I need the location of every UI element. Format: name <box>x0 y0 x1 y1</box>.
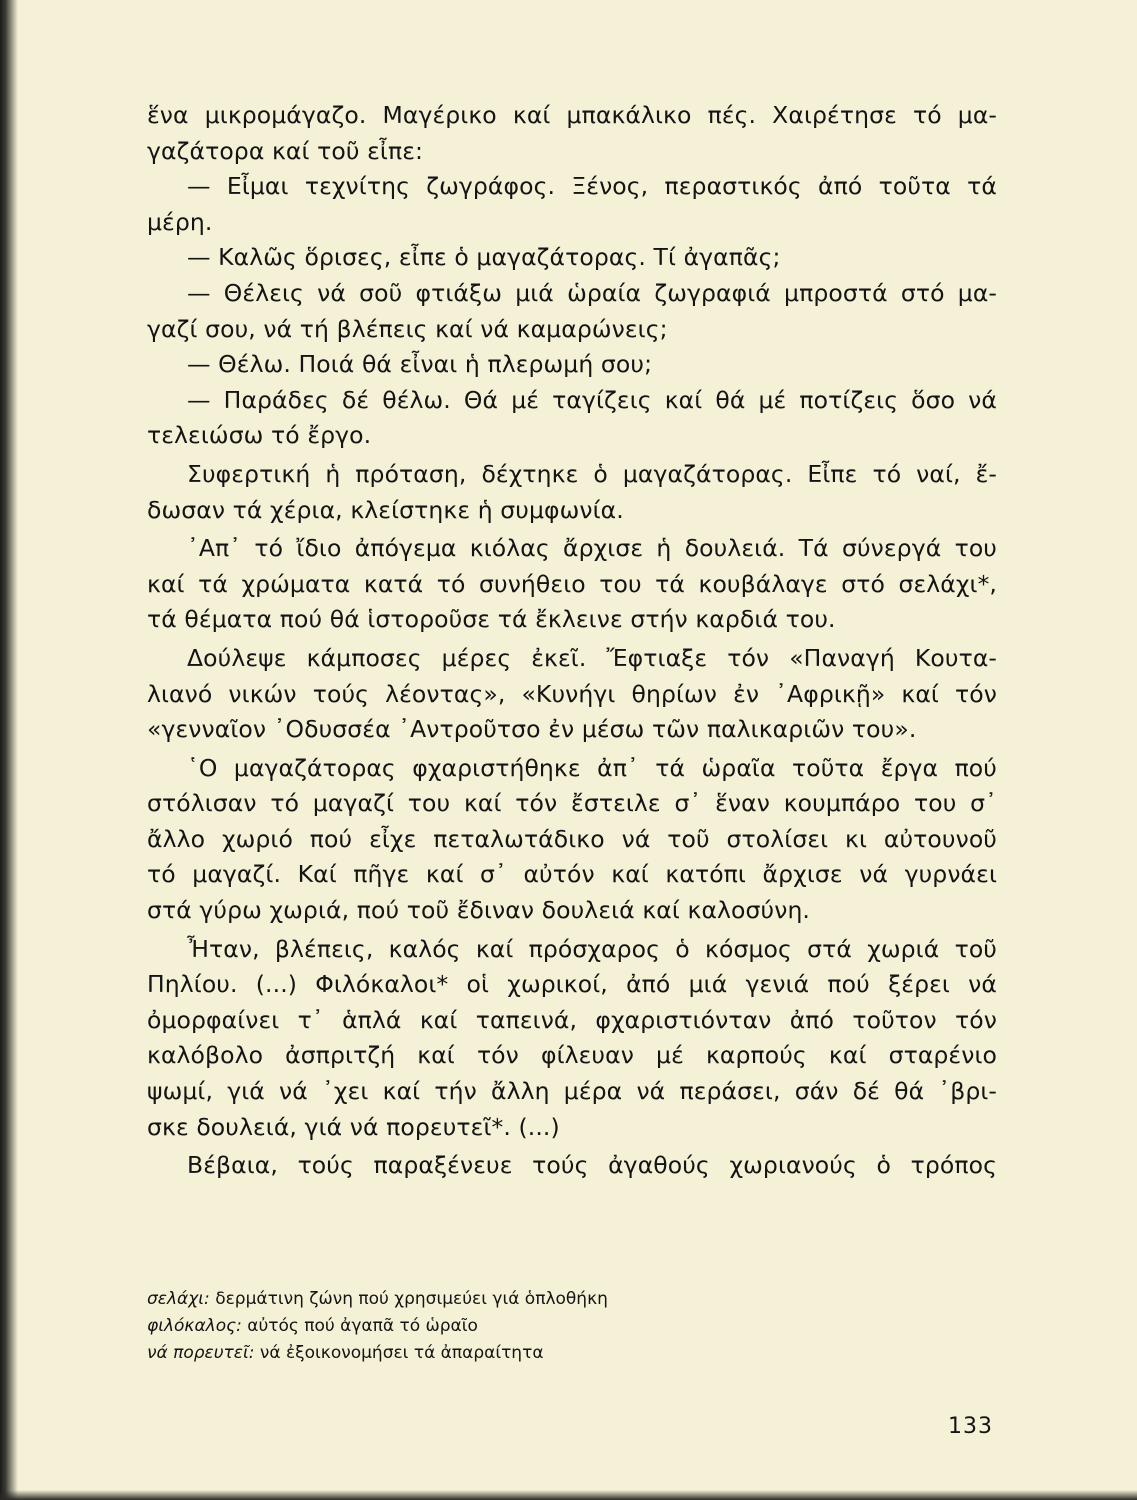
text-line: μέρη. <box>147 207 213 236</box>
body-text <box>147 98 997 1184</box>
text-line: σκε δουλειά, γιά νά πορευτεῖ*. (...) <box>147 1112 560 1141</box>
text-line: ἄλλο χωριό πού εἶχε πεταλωτάδικο νά τοῦ στολίσει κι αὐτουνοῦ <box>147 824 997 853</box>
footnote <box>147 1286 847 1313</box>
text-line: τά θέματα πού θά ἱστοροῦσε τά ἔκλεινε στήν καρδιά του. <box>147 605 836 634</box>
text-line: τό μαγαζί. Καί πῆγε καί σ᾿ αὐτόν καί κατόπι ἄρχισε νά γυρνάει <box>147 860 997 889</box>
text-line: στόλισαν τό μαγαζί του καί τόν ἔστειλε σ᾿ ἕναν κουμπάρο του σ᾿ <box>147 789 997 818</box>
text-line: «γενναῖον ᾿Οδυσσέα ᾿Αντροῦτσο ἐν μέσω τῶν παλικαριῶν του». <box>147 715 917 744</box>
text-line: γαζάτορα καί τοῦ εἶπε: <box>147 136 424 165</box>
text-line: ἕνα μικρομάγαζο. Μαγέρικο καί μπακάλικο πές. Χαιρέτησε τό μα- <box>147 101 997 129</box>
footnote-definition: δερμάτινη ζώνη πού χρησιμεύει γιά ὁπλοθήκη <box>215 1289 608 1309</box>
text-line: λιανό νικών τούς λέοντας», «Κυνήγι θηρίων ἐν ᾿Αφρικῇ» καί τόν <box>147 679 997 708</box>
page-number: 133 <box>948 1414 993 1439</box>
text-line: γαζί σου, νά τή βλέπεις καί νά καμαρώνεις; <box>147 314 668 343</box>
dialogue-line: — Καλῶς ὅρισες, εἶπε ὁ μαγαζάτορας. Τί ἀγαπᾶς; <box>187 243 781 272</box>
footnote <box>147 1340 847 1367</box>
text-line: καί τά χρώματα κατά τό συνήθειο του τά κουβάλαγε στό σελάχι*, <box>147 569 997 598</box>
footnote-definition: αὐτός πού ἀγαπᾶ τό ὡραῖο <box>247 1316 478 1336</box>
text-line: στά γύρω χωριά, πού τοῦ ἔδιναν δουλειά καί καλοσύνη. <box>147 896 811 925</box>
footnote <box>147 1313 847 1340</box>
paragraph-start-line: Ἦταν, βλέπεις, καλός καί πρόσχαρος ὁ κόσμος στά χωριά τοῦ <box>187 934 997 963</box>
text-line: ψωμί, γιά νά ᾿χει καί τήν ἄλλη μέρα νά περάσει, σάν δέ θά ᾿βρι- <box>147 1077 997 1106</box>
dialogue-line: — Θέλω. Ποιά θά εἶναι ἡ πλερωμή σου; <box>187 350 653 379</box>
spine-shadow <box>0 0 18 1500</box>
text-line: ὀμορφαίνει τ᾿ ἁπλά καί ταπεινά, φχαριστιόνταν ἀπό τοῦτον τόν <box>147 1005 997 1034</box>
dialogue-line: — Εἶμαι τεχνίτης ζωγράφος. Ξένος, περαστικός ἀπό τοῦτα τά <box>187 172 997 201</box>
paragraph-start-line: ῾Ο μαγαζάτορας φχαριστήθηκε ἀπ᾿ τά ὡραῖα τοῦτα ἔργα πού <box>187 753 997 782</box>
paragraph-start-line: ᾿Απ᾿ τό ἴδιο ἀπόγεμα κιόλας ἄρχισε ἡ δουλειά. Τά σύνεργά του <box>187 534 997 563</box>
bottom-shadow <box>0 1490 1137 1500</box>
footnote-term: νά πορευτεῖ: <box>147 1343 255 1363</box>
paragraph-start-line: Συφερτική ἡ πρόταση, δέχτηκε ὁ μαγαζάτορας. Εἶπε τό ναί, ἔ- <box>187 459 997 488</box>
text-line: τελειώσω τό ἔργο. <box>147 421 372 450</box>
text-line: Πηλίου. (...) Φιλόκαλοι* οἱ χωρικοί, ἀπό μιά γενιά πού ξέρει νά <box>147 970 997 999</box>
dialogue-line: — Θέλεις νά σοῦ φτιάξω μιά ὡραία ζωγραφιά μπροστά στό μα- <box>187 278 997 307</box>
footnote-definition: νά ἐξοικονομήσει τά ἀπαραίτητα <box>259 1343 544 1363</box>
footnote-term: φιλόκαλος: <box>147 1316 242 1336</box>
dialogue-line: — Παράδες δέ θέλω. Θά μέ ταγίζεις καί θά μέ ποτίζεις ὅσο νά <box>187 385 997 414</box>
text-line: καλόβολο ἀσπριτζή καί τόν φίλευαν μέ καρπούς καί σταρένιο <box>147 1041 997 1070</box>
paragraph-start-line: Δούλεψε κάμποσες μέρες ἐκεῖ. Ἔφτιαξε τόν «Παναγή Κουτα- <box>187 643 997 672</box>
footnote-term: σελάχι: <box>147 1289 210 1309</box>
paragraph-start-line: Βέβαια, τούς παραξένευε τούς ἀγαθούς χωριανούς ὁ τρόπος <box>187 1151 997 1180</box>
footnotes <box>147 1286 847 1367</box>
text-line: δωσαν τά χέρια, κλείστηκε ἡ συμφωνία. <box>147 495 624 524</box>
